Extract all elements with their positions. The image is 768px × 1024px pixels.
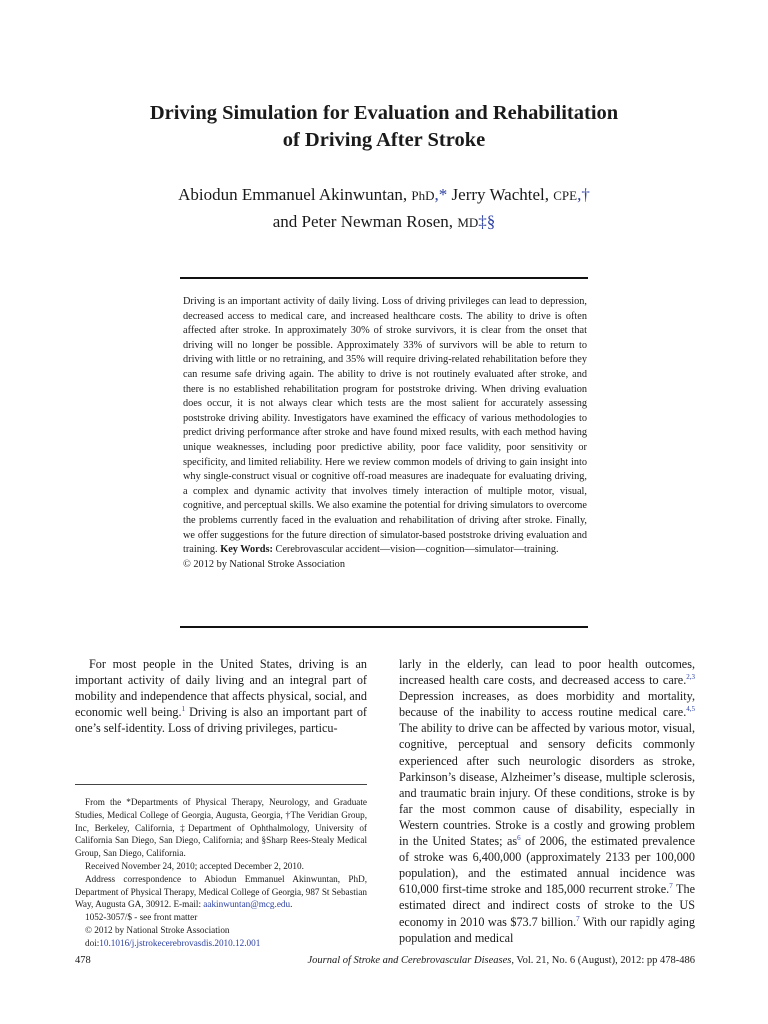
body-paragraph	[75, 656, 367, 736]
footnote-doi	[75, 937, 367, 950]
article-title-line-1: Driving Simulation for Evaluation and Rehabilitation	[149, 102, 619, 124]
body-text: of 2006, the estimated prevalence of stroke was 6,400,000 (approximately 2133 per 100,000 population), and the estimated annual incidence was 610,000 first-time stroke and 185,000 recurrent stroke.	[399, 834, 695, 897]
reference-link[interactable]: 2,3	[686, 673, 695, 682]
journal-volume-info: , Vol. 21, No. 6 (August), 2012: pp 478-486	[511, 955, 695, 966]
email-link[interactable]: aakinwuntan@mcg.edu	[203, 899, 291, 910]
reference-link[interactable]: 4,5	[686, 705, 695, 714]
article-title	[100, 100, 668, 154]
author-list	[100, 182, 668, 236]
footnote-received: Received November 24, 2010; accepted December 2, 2010.	[85, 860, 304, 871]
footnote-rule	[75, 784, 367, 785]
author-line-1	[100, 182, 668, 209]
footnote-copyright: © 2012 by National Stroke Association	[85, 924, 230, 935]
doi-label: doi:	[85, 937, 100, 948]
author-2-name: Jerry Wachtel,	[447, 185, 554, 204]
author-line-2	[100, 209, 668, 236]
body-text: The estimated direct and indirect costs of stroke to the US economy in 2010 was $73.7 billion.	[399, 882, 696, 929]
author-1-name: Abiodun Emmanuel Akinwuntan,	[178, 185, 412, 204]
abstract-bottom-rule	[180, 626, 588, 628]
footnote-address-text: Address correspondence to Abiodun Emmanuel Akinwuntan, PhD, Department of Physical Therapy, Medical College of Georgia, 987 St Sebastian Way, Augusta GA, 30912. E-mail:	[75, 873, 367, 910]
abstract-top-rule	[180, 277, 588, 279]
doi-link[interactable]: 10.1016/j.jstrokecerebrovasdis.2010.12.001	[99, 937, 261, 948]
reference-link[interactable]: 1	[181, 705, 186, 714]
article-title-line-2: of Driving After Stroke	[282, 129, 486, 151]
page-footer	[75, 955, 695, 971]
author-3-degree: MD	[457, 215, 479, 230]
body-text: With our rapidly aging population and medical	[399, 914, 695, 945]
keywords: Cerebrovascular accident—vision—cognition—simulator—training.	[272, 544, 559, 556]
body-text: The ability to drive can be affected by various motor, visual, cognitive, perceptual and sensory deficits commonly experienced after such neurologic disorders as stroke, Parkinson’s disease, Alzheimer’s disease, multiple sclerosis, and traumatic brain injury. Of these conditions, stroke is by far the most common cause of disability, especially in Western countries. Stroke is a costly and growing problem in the United States; as	[399, 721, 695, 849]
reference-link[interactable]: 6	[517, 833, 521, 842]
reference-link[interactable]: 7	[669, 882, 673, 891]
body-text: larly in the elderly, can lead to poor health outcomes, increased health care costs, and decreased access to care.	[399, 657, 695, 688]
footnote-issn: 1052-3057/$ - see front matter	[85, 912, 198, 923]
journal-citation	[307, 955, 695, 966]
author-3-name: and Peter Newman Rosen,	[272, 212, 458, 231]
abstract	[183, 295, 587, 572]
reference-link[interactable]: 7	[576, 914, 580, 923]
author-3-affiliation-mark[interactable]: ‡§	[478, 212, 496, 231]
abstract-copyright: © 2012 by National Stroke Association	[183, 558, 345, 570]
author-2-degree: CPE	[553, 188, 578, 203]
author-1-affiliation-mark[interactable]: ,*	[434, 185, 448, 204]
footnote-period: .	[290, 899, 293, 910]
author-1-degree: PhD	[411, 188, 435, 203]
footnote-address	[75, 873, 367, 911]
body-text: For most people in the United States, driving is an important activity of daily living and an integral part of mobility and independence that affects physical, social, and economic well being.	[75, 657, 367, 720]
body-text: Driving is also an important part of one’s self-identity. Loss of driving privileges, particu-	[75, 705, 367, 736]
body-text: Depression increases, as does morbidity and mortality, because of the inability to access routine medical care.	[399, 689, 695, 720]
body-column-right	[399, 656, 695, 946]
footnote-affiliations: From the *Departments of Physical Therapy, Neurology, and Graduate Studies, Medical College of Georgia, Augusta, Georgia, †The Veridian Group, Inc, Berkeley, California, ‡Department of Ophthalmology, University of California San Diego, San Diego, California; and §Sharp Rees-Stealy Medical Group, San Diego, California.	[75, 797, 367, 859]
footnotes	[75, 796, 367, 950]
body-paragraph	[399, 656, 695, 946]
journal-name: Journal of Stroke and Cerebrovascular Diseases	[307, 955, 512, 966]
keywords-label: Key Words:	[220, 544, 273, 556]
author-2-affiliation-mark[interactable]: ,†	[577, 185, 590, 204]
abstract-text: Driving is an important activity of daily living. Loss of driving privileges can lead to depression, decreased access to medical care, and increased healthcare costs. The ability to drive is often affected after stroke. In approximately 30% of stroke survivors, it is clear from the onset that driving will no longer be possible. Approximately 33% of survivors will be able to return to driving with little or no retraining, and 35% will require driving-related rehabilitation before they can resume safe driving again. The ability to drive is not routinely evaluated after stroke, and there is no established rehabilitation program for poststroke driving. When driving evaluation does occur, it is not always clear which tests are the most salient for accurately assessing poststroke driving ability. Investigators have examined the efficacy of various methodologies to predict driving performance after stroke and have found mixed results, with each method having unique weaknesses, including poor predictive ability, poor face validity, poor sensitivity or specificity, and limited reliability. Here we review common models of driving to gain insight into why single-construct visual or cognitive off-road measures are inadequate for evaluating driving, a complex and dynamic activity that involves timely interaction of multiple motor, visual, cognitive, and perceptual skills. We also examine the potential for driving simulators to overcome the problems currently faced in the evaluation and rehabilitation of driving after stroke. Finally, we offer suggestions for the future direction of simulator-based poststroke driving evaluation and training.	[183, 296, 587, 556]
body-column-left	[75, 656, 367, 736]
page-number: 478	[75, 955, 91, 966]
